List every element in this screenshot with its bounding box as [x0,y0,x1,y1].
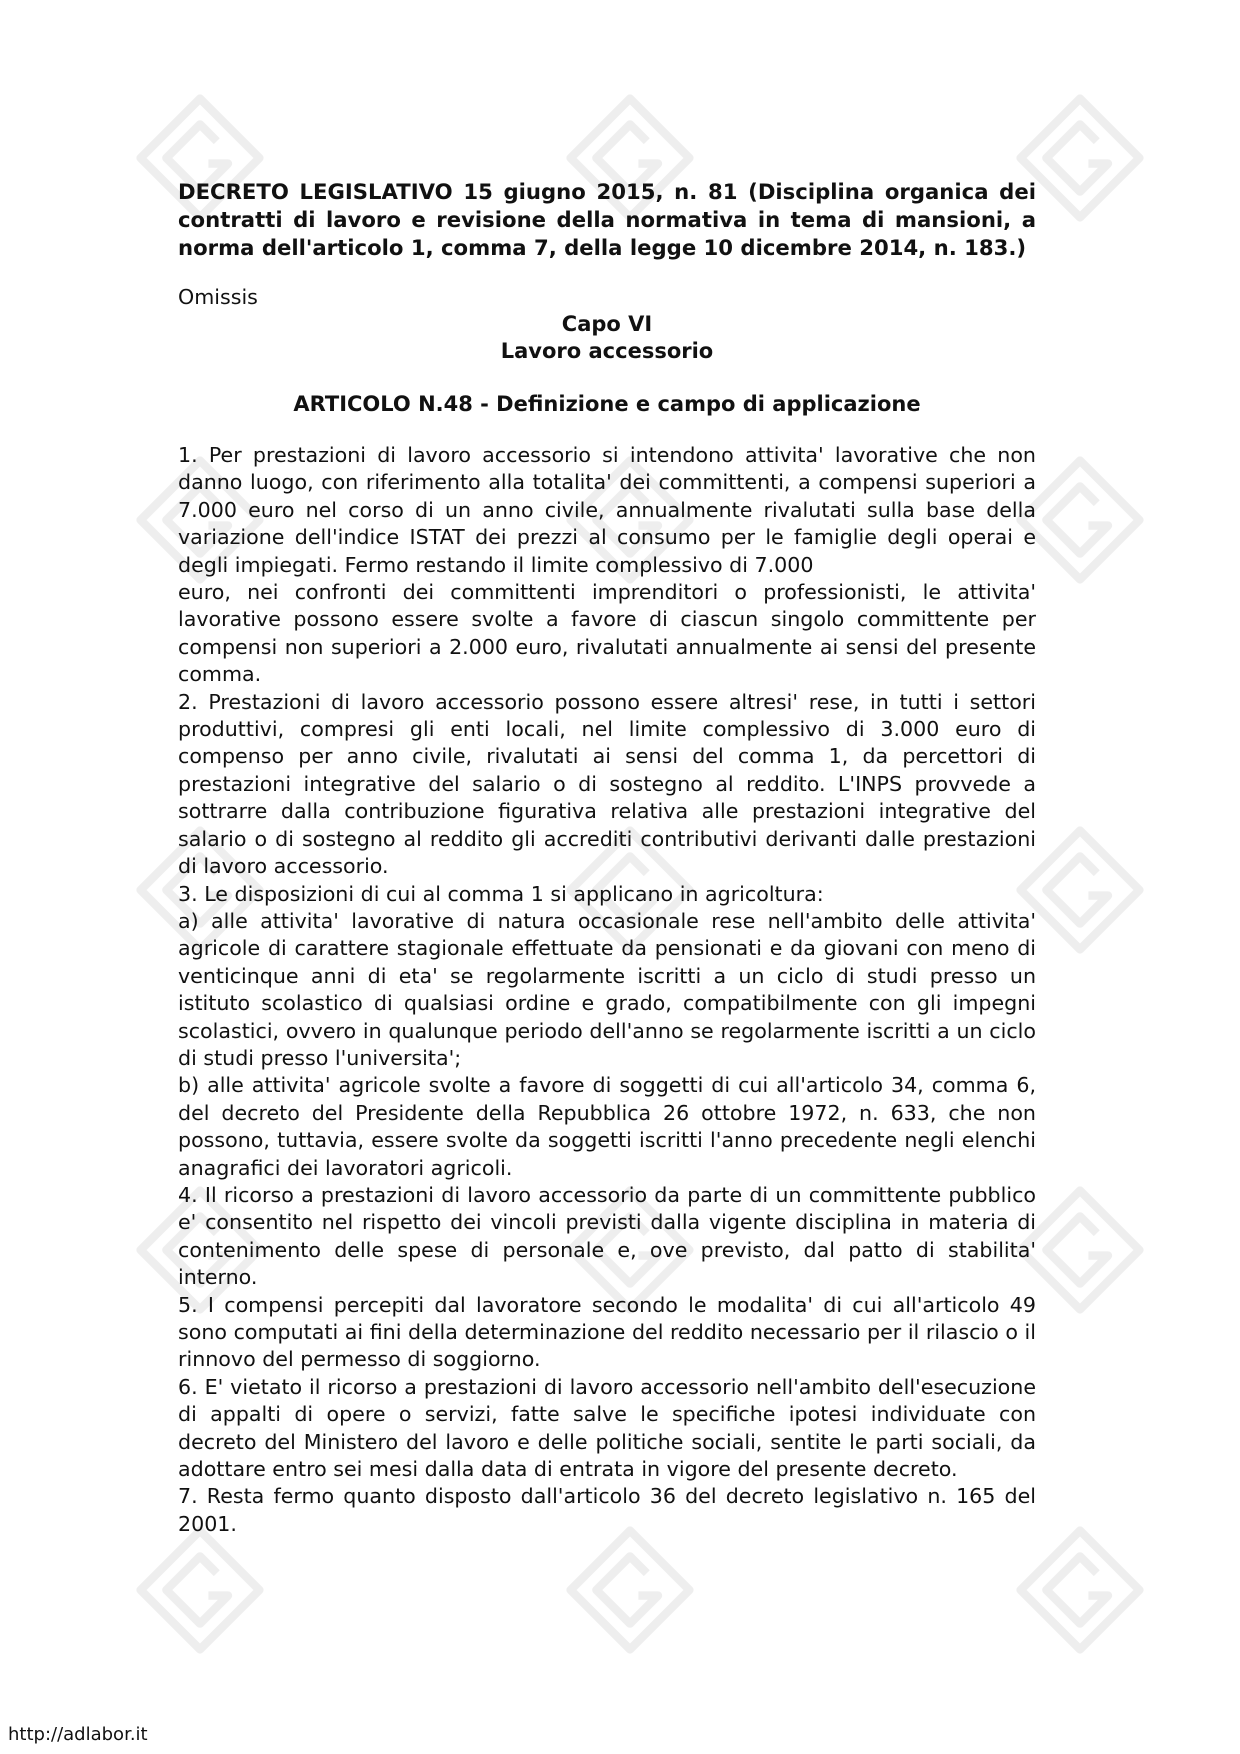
omissis-label: Omissis [178,285,258,309]
footer-url[interactable]: http://adlabor.it [8,1724,148,1745]
paragraph-3a: a) alle attivita' lavorative di natura occasionale rese nell'ambito delle attivita' agricole di carattere stagionale effettuate da pensionati e da giovani con meno di venticinque anni di eta' se regolarmente iscritti a un ciclo di studi presso un istituto scolastico di qualsiasi ordine e grado, compatibilmente con gli impegni scolastici, ovvero in qualunque periodo dell'anno se regolarmente iscritti a un ciclo di studi presso l'universita'; [178,908,1036,1070]
paragraph-3: 3. Le disposizioni di cui al comma 1 si applicano in agricoltura: [178,881,824,906]
watermark-logo-icon [130,1520,270,1660]
watermark-logo-icon [1010,1520,1150,1660]
paragraph-7: 7. Resta fermo quanto disposto dall'articolo 36 del decreto legislativo n. 165 del 2001. [178,1484,1036,1536]
document-body [178,178,1036,1538]
paragraph-6: 6. E' vietato il ricorso a prestazioni di lavoro accessorio nell'ambito dell'esecuzione di appalti di opere o servizi, fatte salve le specifiche ipotesi individuate con decreto del Ministero del lavoro e delle politiche sociali, sentite le parti sociali, da adottare entro sei mesi dalla data di entrata in vigore del presente decreto. [178,1374,1036,1482]
chapter-title: Lavoro accessorio [500,339,714,363]
paragraph-1: 1. Per prestazioni di lavoro accessorio si intendono attivita' lavorative che non danno luogo, con riferimento alla totalita' dei committenti, a compensi superiori a 7.000 euro nel corso di un anno civile, annualmente rivalutati sulla base della variazione dell'indice ISTAT dei prezzi al consumo per le famiglie degli operai e degli impiegati. Fermo restando il limite complessivo di 7.000 [178,443,1036,577]
article-heading: ARTICOLO N.48 - Definizione e campo di applicazione [293,392,921,416]
paragraph-4: 4. Il ricorso a prestazioni di lavoro accessorio da parte di un committente pubblico e' consentito nel rispetto dei vincoli previsti dalla vigente disciplina in materia di contenimento delle spese di personale e, ove previsto, dal patto di stabilita' interno. [178,1182,1036,1290]
paragraph-5: 5. I compensi percepiti dal lavoratore secondo le modalita' di cui all'articolo 49 sono computati ai fini della determinazione del reddito necessario per il rilascio o il rinnovo del permesso di soggiorno. [178,1292,1036,1372]
chapter-number: Capo VI [561,312,653,336]
document-title: DECRETO LEGISLATIVO 15 giugno 2015, n. 81 (Disciplina organica dei contratti di lavoro e revisione della normativa in tema di mansioni, a norma dell'articolo 1, comma 7, della legge 10 dicembre 2014, n. 183.) [178,179,1036,260]
paragraph-1-continued: euro, nei confronti dei committenti imprenditori o professionisti, le attivita' lavorative possono essere svolte a favore di ciascun singolo committente per compensi non superiori a 2.000 euro, rivalutati annualmente ai sensi del presente comma. [178,580,1036,687]
paragraph-3b: b) alle attivita' agricole svolte a favore di soggetti di cui all'articolo 34, comma 6, del decreto del Presidente della Repubblica 26 ottobre 1972, n. 633, che non possono, tuttavia, essere svolte da soggetti iscritti l'anno precedente negli elenchi anagrafici dei lavoratori agricoli. [178,1073,1036,1180]
watermark-logo-icon [560,1520,700,1660]
paragraph-2: 2. Prestazioni di lavoro accessorio possono essere altresi' rese, in tutti i settori produttivi, compresi gli enti locali, nel limite complessivo di 3.000 euro di compenso per anno civile, rivalutati ai sensi del comma 1, da percettori di prestazioni integrative del salario o di sostegno al reddito. L'INPS provvede a sottrarre dalla contribuzione figurativa relativa alle prestazioni integrative del salario o di sostegno al reddito gli accrediti contributivi derivanti dalle prestazioni di lavoro accessorio. [178,689,1036,879]
